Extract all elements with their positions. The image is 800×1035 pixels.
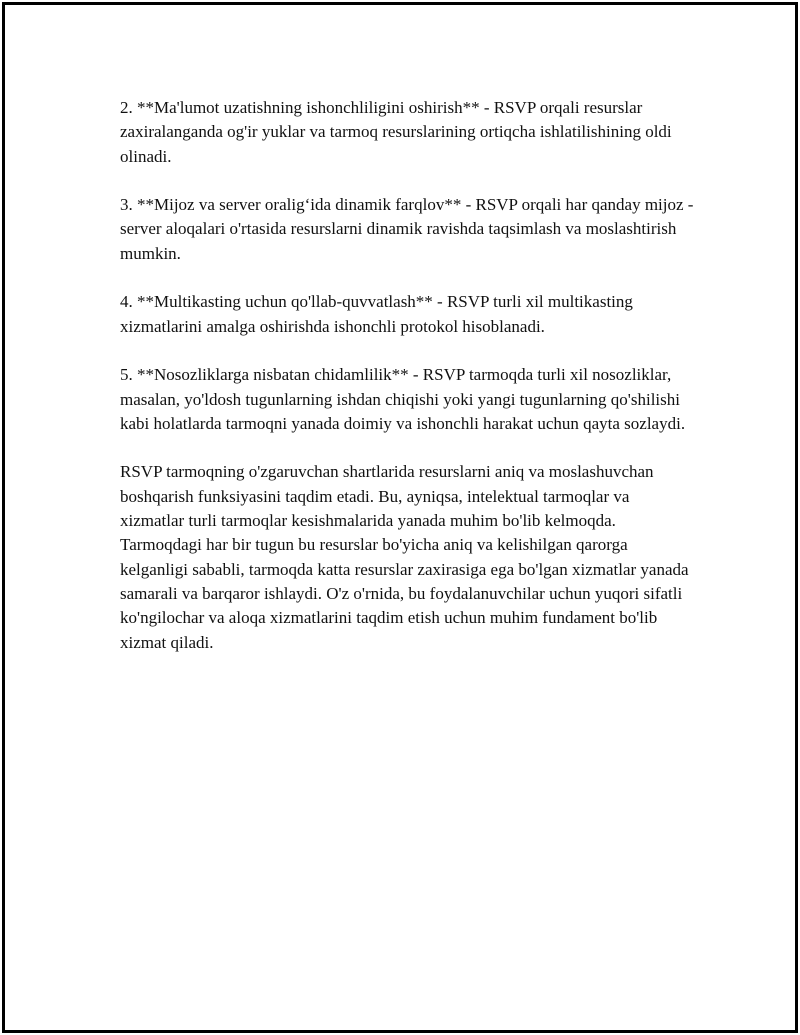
paragraph-item-5: 5. **Nosozliklarga nisbatan chidamlilik** - RSVP tarmoqda turli xil nosozliklar, masalan, yo'ldosh tugunlarning ishdan chiqishi yoki yangi tugunlarning qo'shilishi kabi holatlarda tarmoqni yanada doimiy va ishonchli harakat uchun qayta sozlaydi. [120, 365, 686, 433]
paragraph-conclusion: RSVP tarmoqning o'zgaruvchan shartlarida resurslarni aniq va moslashuvchan boshqarish funksiyasini taqdim etadi. Bu, ayniqsa, intelektual tarmoqlar va xizmatlar turli tarmoqlar kesishmalarida yanada muhim bo'lib kelmoqda. Tarmoqdagi har bir tugun bu resurslar bo'yicha aniq va kelishilgan qarorga kelganligi sababli, tarmoqda katta resurslar zaxirasiga ega bo'lgan xizmatlar yanada samarali va barqaror ishlaydi. O'z o'rnida, bu foydalanuvchilar uchun yuqori sifatli ko'ngilochar va aloqa xizmatlarini taqdim etish uchun muhim fundament bo'lib xizmat qiladi. [120, 462, 689, 652]
paragraph-item-4: 4. **Multikasting uchun qo'llab-quvvatlash** - RSVP turli xil multikasting xizmatlarini amalga oshirishda ishonchli protokol hisoblanadi. [120, 292, 633, 336]
document-body [120, 96, 695, 679]
document-page [2, 2, 798, 1033]
paragraph-item-2: 2. **Ma'lumot uzatishning ishonchliligini oshirish** - RSVP orqali resurslar zaxiralanganda og'ir yuklar va tarmoq resurslarining ortiqcha ishlatilishining oldi olinadi. [120, 98, 672, 166]
paragraph-item-3: 3. **Mijoz va server oralig‘ida dinamik farqlov** - RSVP orqali har qanday mijoz - server aloqalari o'rtasida resurslarni dinamik ravishda taqsimlash va moslashtirish mumkin. [120, 195, 694, 263]
